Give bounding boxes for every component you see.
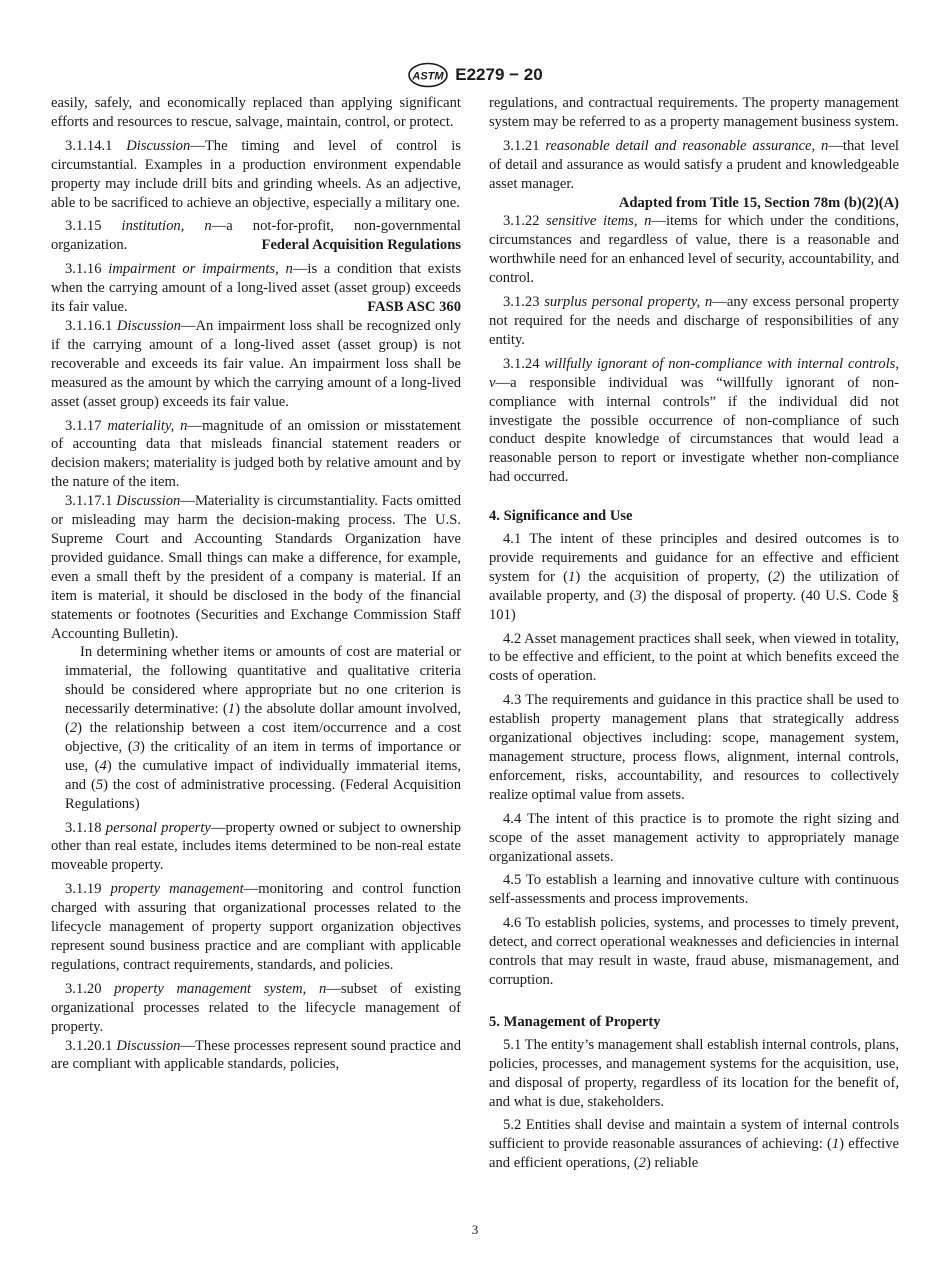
paragraph-3-1-16: 3.1.16 impairment or impairments, n—is a condition that exists when the carrying amount of a long-lived asset (asset group) exceeds its fair value. FASB ASC 360	[51, 261, 462, 316]
paragraph-3-1-17: 3.1.17 materiality, n—magnitude of an omission or misstatement of accounting data that misleads financial statement readers or decision makers; materiality is judged both by relative amount and by the nature of the item.	[51, 417, 461, 491]
section-heading-5: 5. Management of Property	[489, 1013, 661, 1030]
paragraph-4-4: 4.4 The intent of this practice is to promote the right sizing and scope of the asset management activity to appropriately manage organizational assets.	[489, 810, 899, 865]
paragraph-4-3: 4.3 The requirements and guidance in this practice shall be used to establish property management plans that strategically address organizational objectives including: scope, management system, management structure, process flows, alignment, internal controls, enforcement, risks, accountability, and resources to collectively realize optimal value from assets.	[489, 692, 899, 803]
logo-text: ASTM	[412, 70, 444, 83]
paragraph-5-2: 5.2 Entities shall devise and maintain a system of internal controls sufficient to provide reasonable assurances of achieving: (1) effective and efficient operations, (2) reliable	[489, 1117, 899, 1172]
paragraph-intro: easily, safely, and economically replaced than applying significant efforts and resources to rescue, salvage, maintain, control, or protect.	[51, 95, 461, 130]
page-header	[0, 60, 950, 90]
paragraph-3-1-20-1: 3.1.20.1 Discussion—These processes represent sound practice and are compliant with applicable standards, policies,	[51, 1037, 461, 1073]
source-citation: Adapted from Title 15, Section 78m (b)(2)(A)	[618, 194, 899, 211]
paragraph-continued: regulations, and contractual requirements. The property management system may be referred to as a property management business system.	[489, 95, 899, 130]
paragraph-3-1-16-1: 3.1.16.1 Discussion—An impairment loss shall be recognized only if the carrying amount of a long-lived asset (asset group) is not recoverable and exceeds its fair value. An impairment loss shall be measured as the amount by which the carrying amount of a long-lived asset (asset group) exceeds its fair value.	[51, 318, 461, 410]
document-id: E2279 − 20	[455, 65, 543, 84]
paragraph-4-6: 4.6 To establish policies, systems, and processes to timely prevent, detect, and correct operational weaknesses and deficiencies in internal controls that may result in waste, fraud abuse, mismanagement, and corruption.	[489, 915, 899, 988]
paragraph-3-1-21: 3.1.21 reasonable detail and reasonable assurance, n—that level of detail and assurance as would satisfy a prudent and knowledgeable asset manager. Adapted from Title 15, Section 78m (b)(2)(A)	[489, 137, 899, 211]
section-heading-4: 4. Significance and Use	[489, 508, 633, 525]
paragraph-4-5: 4.5 To establish a learning and innovative culture with continuous self-assessments and process improvements.	[489, 872, 899, 908]
paragraph-3-1-19: 3.1.19 property management—monitoring and control function charged with assuring that organizational processes related to the lifecycle management of property support organization objectives represent sound business practice and are compliant with applicable regulations, contract requirements, standards, and policies.	[51, 881, 461, 973]
paragraph-5-1: 5.1 The entity’s management shall establish internal controls, plans, policies, processes, and management systems for the acquisition, use, and disposal of property, regardless of its location for the benefit of, and what is due, stakeholders.	[489, 1036, 899, 1110]
astm-logo-icon	[407, 62, 449, 88]
paragraph-3-1-18: 3.1.18 personal property—property owned or subject to ownership other than real estate, includes items determined to be non-real estate moveable property.	[51, 819, 462, 874]
paragraph-3-1-15: 3.1.15 institution, n—a not-for-profit, non-governmental organization. Federal Acquisition Regulations	[51, 218, 461, 254]
source-citation: Federal Acquisition Regulations	[261, 237, 461, 254]
left-column	[51, 94, 461, 1079]
paragraph-3-1-14-1: 3.1.14.1 Discussion—The timing and level of control is circumstantial. Examples in a production environment expendable property may include drill bits and grinding wheels. As an adjective, able to be sacrificed to achieve an objective, especially a military one.	[51, 137, 461, 211]
source-citation: FASB ASC 360	[367, 299, 461, 316]
right-column	[489, 94, 899, 1178]
paragraph-3-1-22: 3.1.22 sensitive items, n—items for which under the conditions, circumstances and regardless of value, there is a reasonable and worthwhile need for an enhanced level of security, accountability, and control.	[489, 213, 899, 287]
paragraph-3-1-23: 3.1.23 surplus personal property, n—any excess personal property not required for the needs and discharge of responsibilities of any entity.	[489, 294, 900, 348]
page-number: 3	[471, 1222, 479, 1237]
paragraph-3-1-20: 3.1.20 property management system, n—subset of existing organizational processes related to the lifecycle management of property.	[51, 980, 461, 1035]
paragraph-3-1-24: 3.1.24 willfully ignorant of non-compliance with internal controls, v—a responsible individual was “willfully ignorant of non-compliance with internal controls” if the individual did not investigate the possible occurrence of non-compliance of such conduct despite knowledge of circumstances that would lead a reasonable person to report or investigate whether non-compliance had occurred.	[489, 355, 899, 486]
quoted-block: In determining whether items or amounts of cost are material or immaterial, the following quantitative and qualitative criteria should be considered where appropriate but no one criterion is necessarily determinative: (1) the absolute dollar amount involved, (2) the relationship between a cost item/occurrence and a cost objective, (3) the criticality of an item in terms of importance or use, (4) the cumulative impact of individually immaterial items, and (5) the cost of administrative processing. (Federal Acquisition Regulations)	[65, 644, 461, 812]
paragraph-3-1-17-1: 3.1.17.1 Discussion—Materiality is circumstantiality. Facts omitted or misleading may harm the decision-making process. The U.S. Supreme Court and Accounting Standards Organization have provided guidance. Small things can make a difference, for example, even a small theft by the president of a company is material. If an item is material, it should be disclosed in the body of the financial statements or footnotes (Securities and Exchange Commission Staff Accounting Bulletin).	[51, 493, 461, 642]
paragraph-4-2: 4.2 Asset management practices shall seek, when viewed in totality, to be effective and efficient, to the point at which benefits exceed the costs of operation.	[489, 630, 899, 685]
paragraph-4-1: 4.1 The intent of these principles and desired outcomes is to provide requirements and guidance for an effective and efficient system for (1) the acquisition of property, (2) the utilization of available property, and (3) the disposal of property. (40 U.S. Code § 101)	[489, 531, 899, 623]
